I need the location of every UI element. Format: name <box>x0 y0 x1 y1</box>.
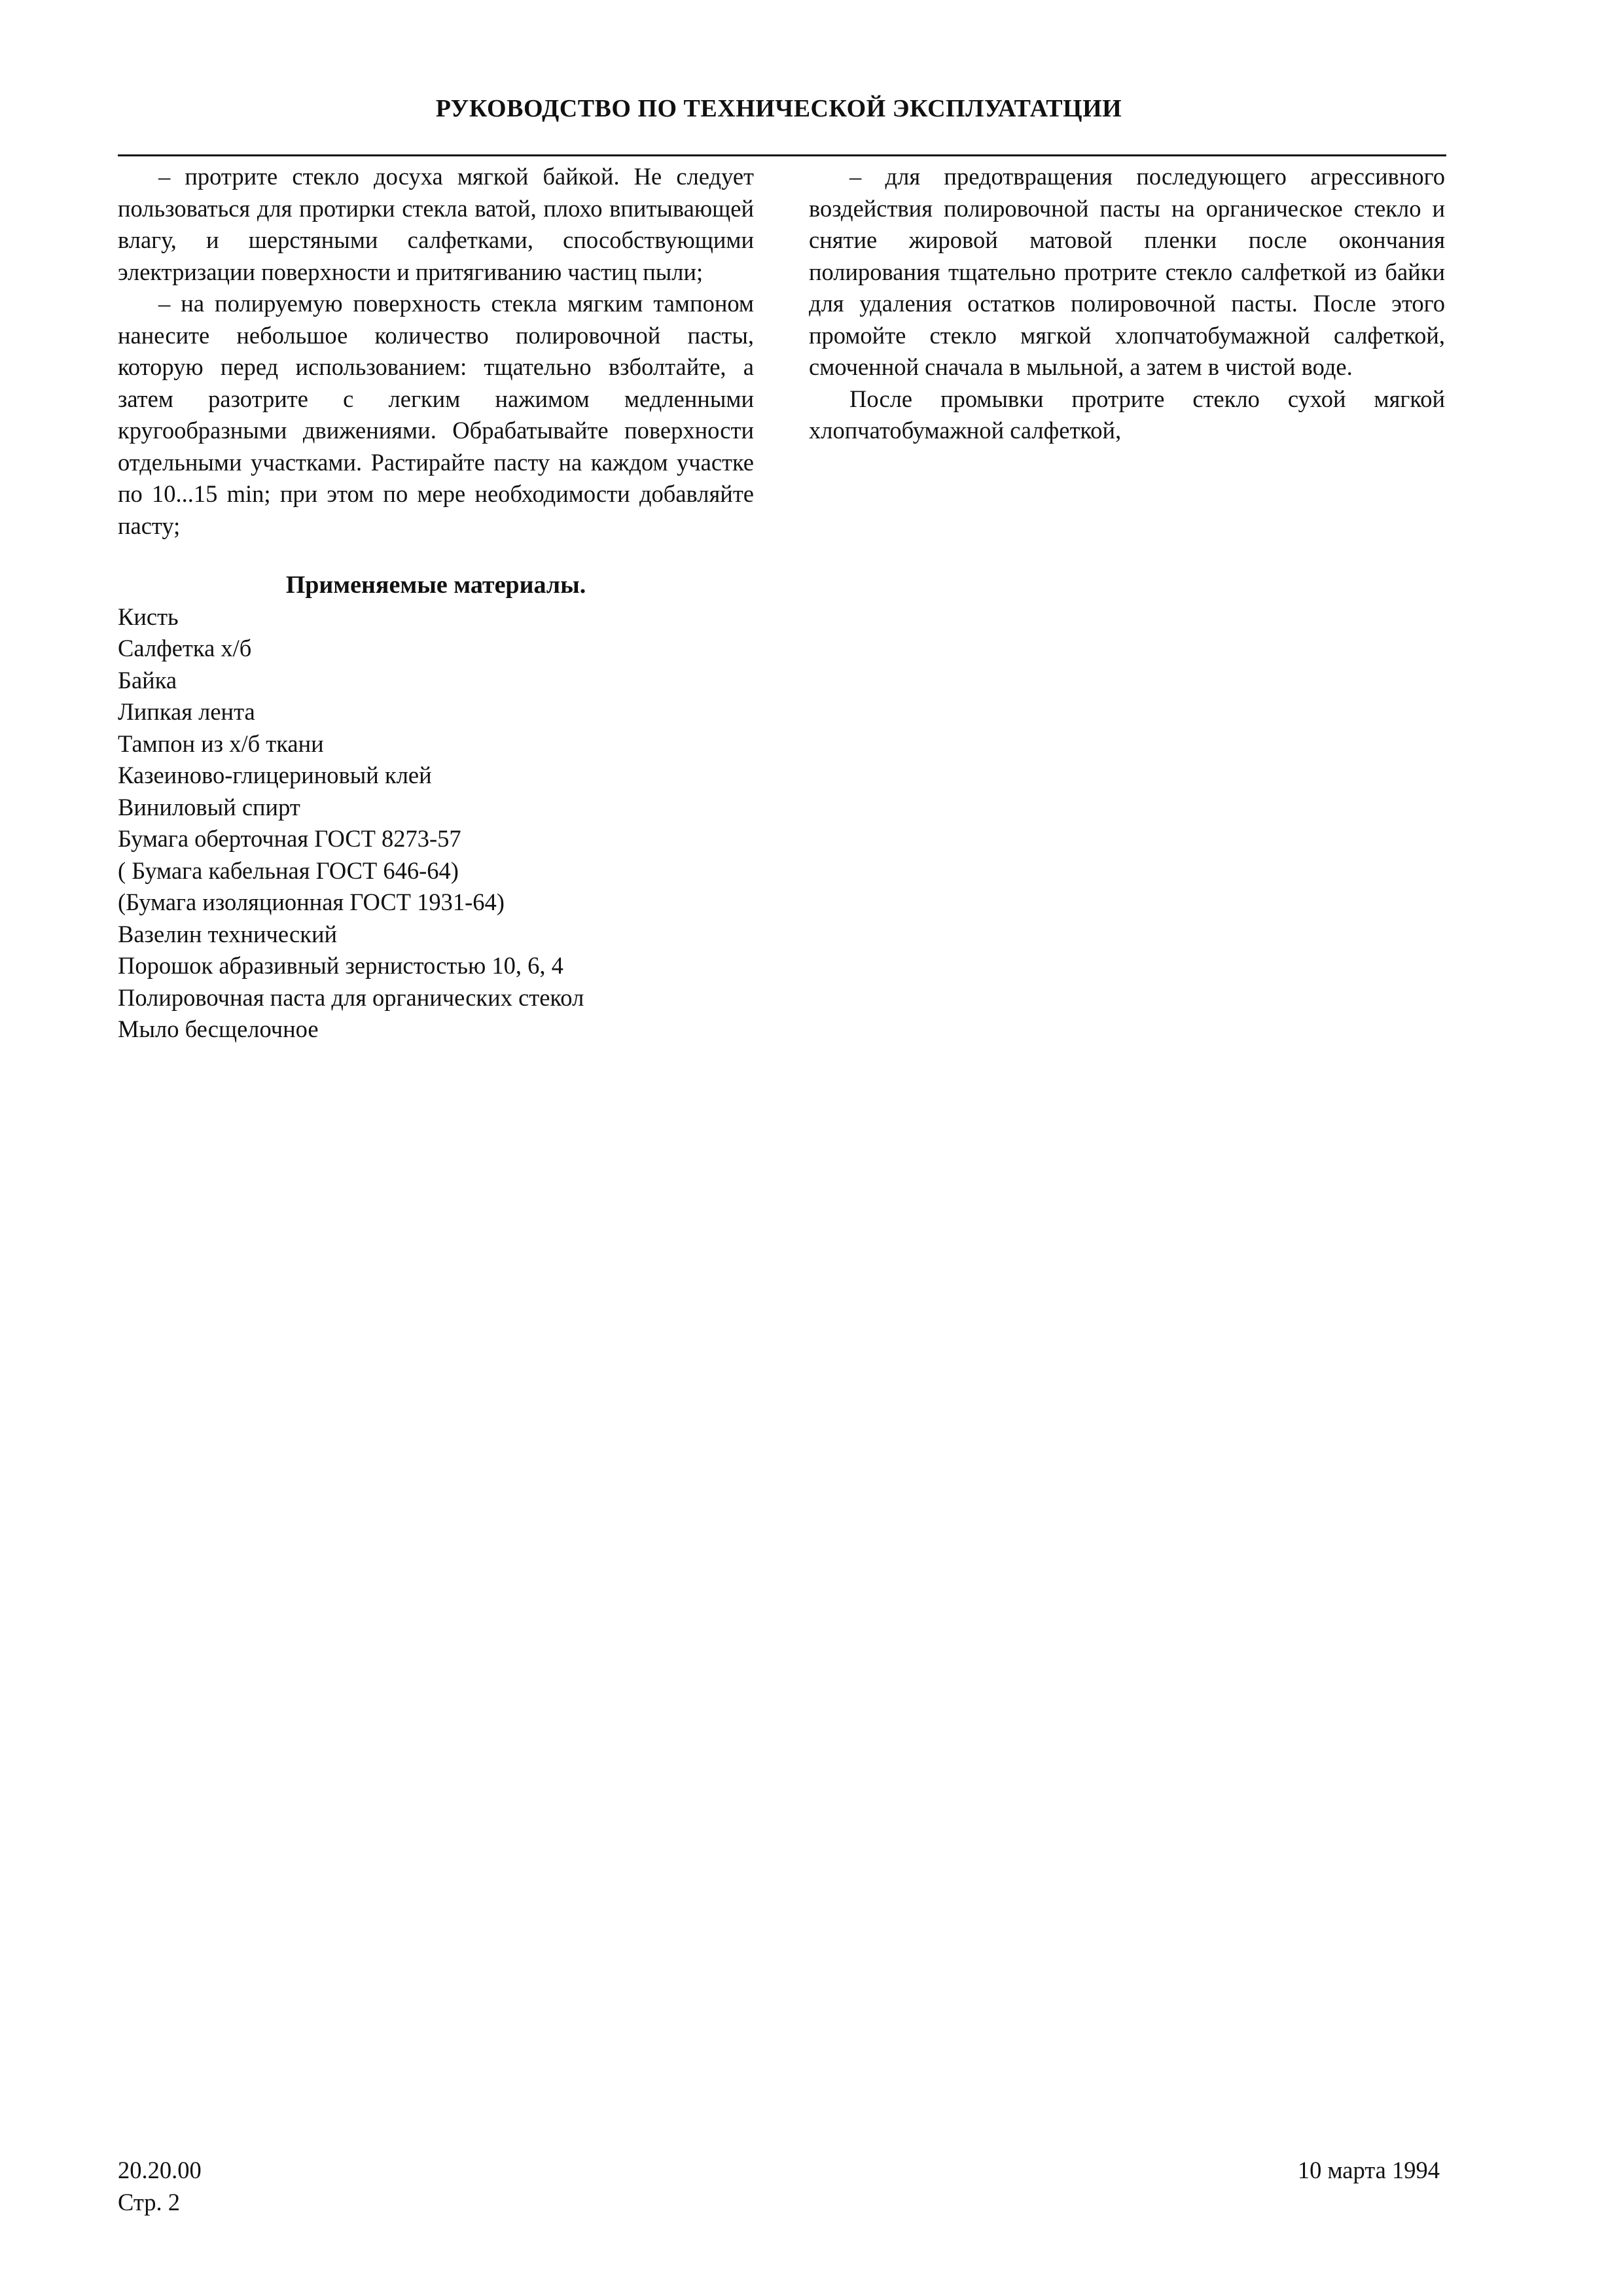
list-item: Липкая лента <box>118 698 255 725</box>
page-header-title: РУКОВОДСТВО ПО ТЕХНИЧЕСКОЙ ЭКСПЛУАТАТЦИИ <box>435 95 1122 122</box>
list-item: Тампон из х/б ткани <box>118 730 324 757</box>
paragraph-apply-paste: – на полируемую поверхность стекла мягким тампоном нанесите небольшое количество полировочной пасты, которую перед использованием: тщательно взболтайте, а затем разотрите с легким нажимом медленными кругообразными движениями. Обрабатывайте поверхности отдельными участками. Растирайте пасту на каждом участке по 10...15 min; при этом по мере необходимости добавляйте пасту; <box>118 290 754 539</box>
footer-doc-code: 20.20.00 <box>118 2157 202 2183</box>
list-item: Салфетка х/б <box>118 635 252 662</box>
footer-right <box>1298 2155 1440 2187</box>
list-item: Кисть <box>118 603 179 630</box>
list-item: Бумага оберточная ГОСТ 8273-57 <box>118 825 461 852</box>
paragraph-wipe-dry: – протрите стекло досуха мягкой байкой. Не следует пользоваться для протирки стекла ватой, плохо впитывающей влагу, и шерстяными салфетками, способствующими электризации поверхности и притягиванию частиц пыли; <box>118 163 754 285</box>
list-item: Байка <box>118 666 177 694</box>
left-column <box>118 161 754 1046</box>
list-item: ( Бумага кабельная ГОСТ 646-64) <box>118 857 459 884</box>
paragraph-prevent-aggression: – для предотвращения последующего агрессивного воздействия полировочной пасты на органическое стекло и снятие жировой матовой пленки после окончания полирования тщательно протрите стекло салфеткой из байки для удаления остатков полировочной пасты. После этого промойте стекло мягкой хлопчатобумажной салфеткой, смоченной сначала в мыльной, а затем в чистой воде. <box>809 163 1445 380</box>
footer-page-number: Стр. 2 <box>118 2188 181 2216</box>
materials-heading: Применяемые материалы. <box>285 571 586 599</box>
list-item: Мыло бесщелочное <box>118 1016 319 1042</box>
footer-date: 10 марта 1994 <box>1297 2157 1440 2183</box>
footer-left <box>118 2155 202 2218</box>
list-item: Порошок абразивный зернистостью 10, 6, 4 <box>118 952 563 979</box>
list-item: (Бумага изоляционная ГОСТ 1931-64) <box>118 889 505 915</box>
header-divider <box>118 154 1446 156</box>
right-column <box>809 161 1445 447</box>
paragraph-after-rinse: После промывки протрите стекло сухой мягкой хлопчатобумажной салфеткой, <box>809 385 1445 444</box>
materials-list <box>118 601 754 1046</box>
list-item: Казеиново-глицериновый клей <box>118 762 432 788</box>
list-item: Вазелин технический <box>118 920 338 947</box>
list-item: Полировочная паста для органических стекол <box>118 983 584 1011</box>
list-item: Виниловый спирт <box>118 793 300 821</box>
